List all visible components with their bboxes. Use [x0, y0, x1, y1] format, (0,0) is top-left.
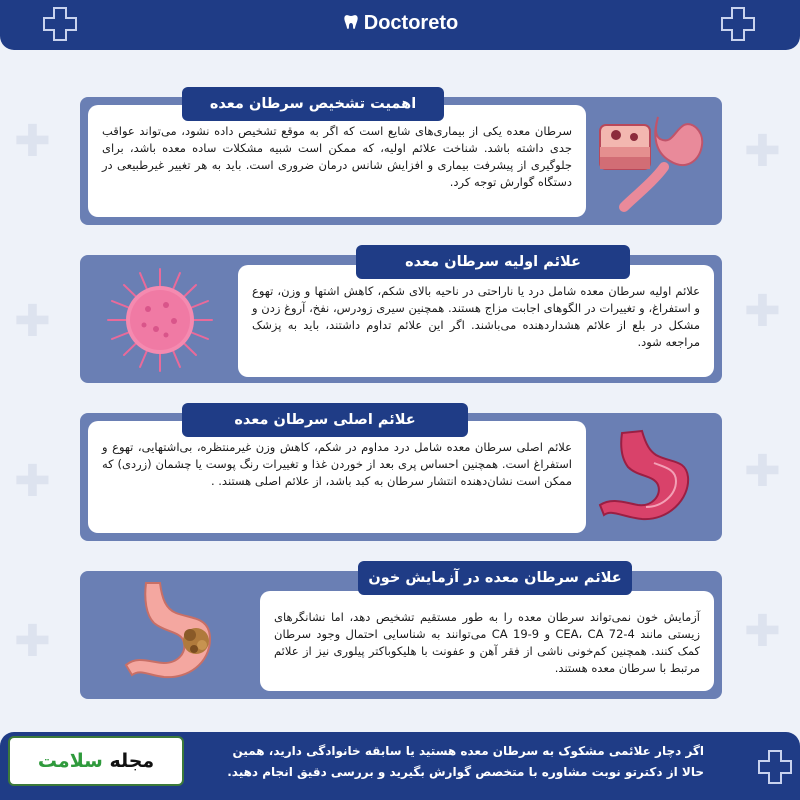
plus-decoration-icon: ✚	[14, 296, 51, 347]
plus-decoration-icon: ✚	[14, 616, 51, 667]
section-body-card	[260, 591, 714, 691]
cancer-cell-icon	[100, 265, 220, 375]
stomach-icon	[594, 423, 714, 533]
section-title-pill	[356, 245, 630, 279]
plus-decoration-icon: ✚	[744, 126, 781, 177]
tooth-logo-icon	[342, 13, 360, 34]
footer-line: اگر دچار علائمی مشکوک به سرطان معده هستید یا سابقه خانوادگی دارید، همین	[232, 744, 704, 758]
footer-cta-text	[184, 741, 704, 783]
stomach-tumor-icon	[110, 579, 230, 689]
section-body-text: آزمایش خون نمی‌تواند سرطان معده را به طور مستقیم تشخیص دهد، اما نشانگرهای زیستی مانند CEA، CA 72-4 و CA 19-9 می‌توانند به شناسایی احتمال وجود سرطان کمک کنند. همچنین کم‌خونی ناشی از فقر آهن و عفونت با هلیکوباکتر پیلوری نیز از علائم مرتبط با سرطان معده هستند.	[274, 610, 700, 675]
stomach-cross-section-icon	[594, 107, 714, 217]
section-title: علائم اصلی سرطان معده	[234, 412, 416, 428]
section-early-symptoms	[80, 255, 722, 383]
section-body-text: علائم اولیه سرطان معده شامل درد یا ناراحتی در ناحیه بالای شکم، کاهش اشتها و وزن، تهوع و استفراغ، و تغییرات در الگوهای اجابت مزاج هستند. همچنین سیری زودرس، نفخ، آروغ زدن و مشکل در بلع از علائم هشداردهنده می‌باشند. اگر این علائم تداوم داشتند، باید به پزشک مراجعه شود.	[252, 284, 700, 349]
section-body-card	[88, 105, 586, 217]
footer-line: حالا از دکترتو نوبت مشاوره با متخصص گوارش بگیرید و بررسی دقیق انجام دهید.	[227, 765, 704, 779]
plus-decoration-icon: ✚	[14, 116, 51, 167]
brand-logo[interactable]	[0, 12, 800, 35]
badge-word-magazine: مجله	[109, 750, 155, 772]
section-title-pill	[358, 561, 632, 595]
plus-decoration-icon: ✚	[14, 456, 51, 507]
brand-name: Doctoreto	[363, 12, 459, 34]
section-importance	[80, 97, 722, 225]
section-body-text: علائم اصلی سرطان معده شامل درد مداوم در شکم، کاهش وزن غیرمنتظره، بی‌اشتهایی، تهوع و استفراغ است. همچنین احساس پری بعد از خوردن غذا و تغییرات رنگ پوست یا چشمان (زردی) که ممکن است نشان‌دهنده انتشار سرطان به کبد باشد، از علائم اصلی هستند. .	[102, 440, 572, 488]
medical-cross-icon	[718, 4, 758, 44]
header-bar	[0, 0, 800, 50]
plus-decoration-icon: ✚	[744, 606, 781, 657]
section-title: علائم سرطان معده در آزمایش خون	[368, 570, 622, 586]
section-blood-test	[80, 571, 722, 699]
section-title: علائم اولیه سرطان معده	[405, 254, 581, 270]
section-body-card	[238, 265, 714, 377]
section-title: اهمیت تشخیص سرطان معده	[209, 96, 417, 112]
badge-word-health: سلامت	[37, 750, 103, 772]
plus-decoration-icon: ✚	[744, 446, 781, 497]
section-body-text: سرطان معده یکی از بیماری‌های شایع است که اگر به موقع تشخیص داده نشود، می‌تواند عواقب جدی داشته باشد. شناخت علائم اولیه، که ممکن است شبیه مشکلات ساده معده باشد، برای جلوگیری از پیشرفت بیماری و افزایش شانس درمان ضروری است. باید به هر تغییر غیرطبیعی در دستگاه گوارش توجه کرد.	[102, 124, 572, 189]
medical-cross-icon	[756, 748, 794, 786]
section-title-pill	[182, 87, 444, 121]
health-magazine-badge[interactable]	[8, 736, 184, 786]
plus-decoration-icon: ✚	[744, 286, 781, 337]
section-title-pill	[182, 403, 468, 437]
section-body-card	[88, 421, 586, 533]
section-main-symptoms	[80, 413, 722, 541]
